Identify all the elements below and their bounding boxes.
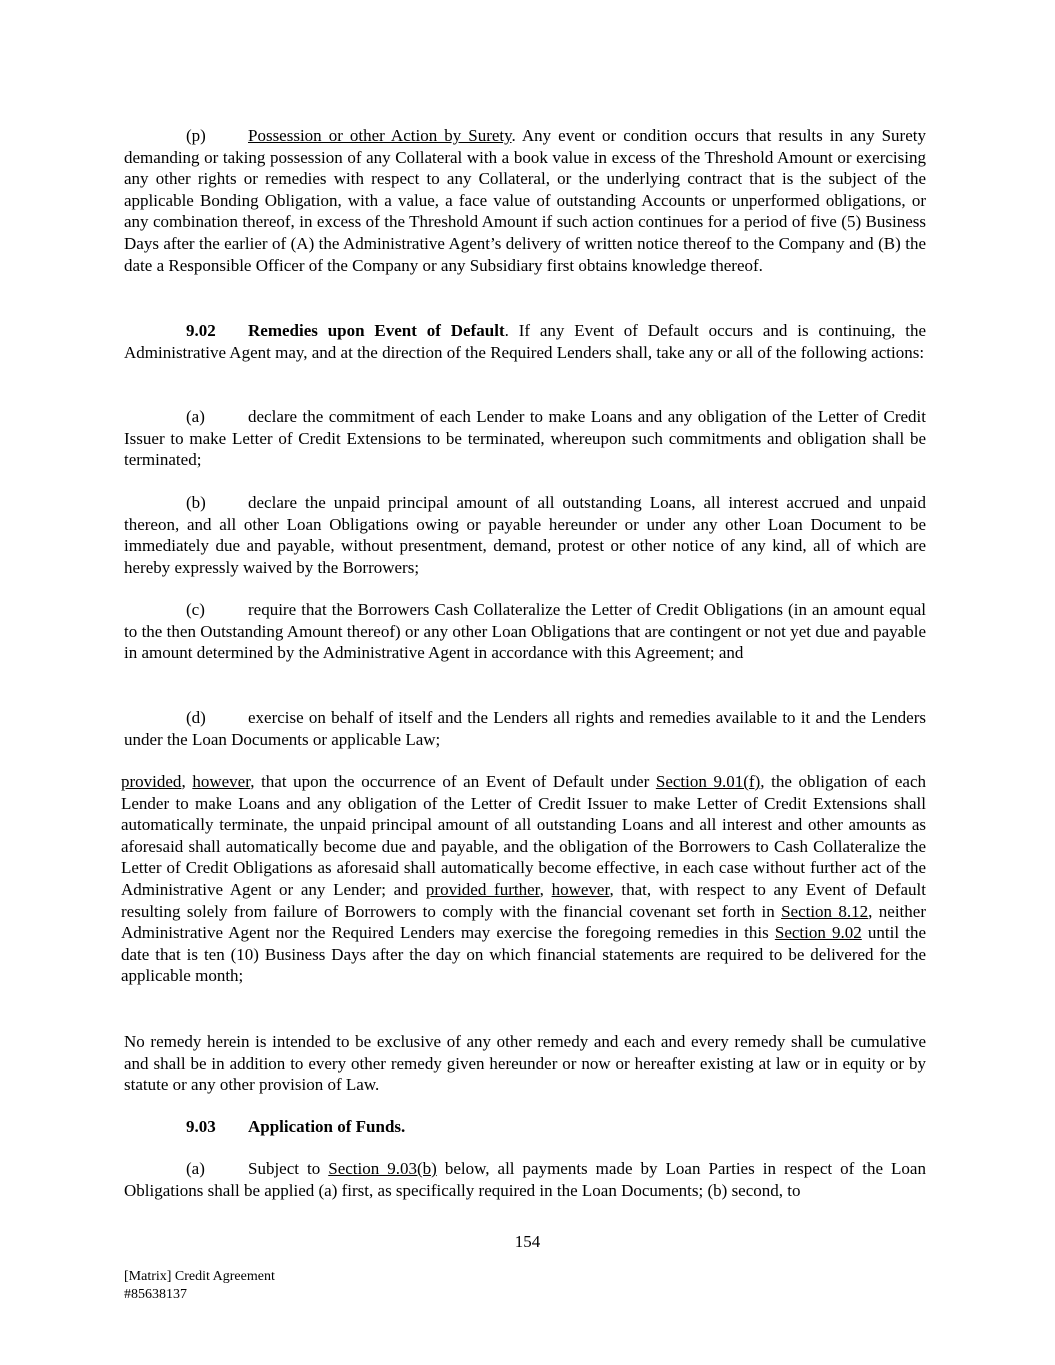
proviso-text: , that upon the occurrence of an Event of Default under [250,772,656,791]
section-9-03-heading [124,1116,926,1138]
section-ref-9-01-f[interactable]: Section 9.01(f) [655,772,761,791]
clause-heading: Possession or other Action by Surety [248,126,512,145]
page-number: 154 [514,1232,541,1251]
item-text: Subject to [248,1159,329,1178]
section-heading: Application of Funds. [248,1117,406,1136]
item-label: (c) [186,600,205,619]
provided-further-term: provided further [425,879,540,899]
proviso-text: until the date that is ten (10) Business Days after the day on which financial statements are required to be delivered for the applicable month; [121,923,926,986]
section-intro-text: . If any Event of Default occurs and is continuing, the Administrative Agent may, and at the direction of the Required Lenders shall, take any or all of the following actions: [124,321,926,362]
section-ref-9-02[interactable]: Section 9.02 [774,923,862,943]
item-text: exercise on behalf of itself and the Lenders all rights and remedies available to it and the Lenders under the Loan Documents or applicable Law; [124,708,926,749]
section-ref-8-12[interactable]: Section 8.12 [781,901,869,921]
section-heading: Remedies upon Event of Default [248,321,505,340]
proviso-text: , neither Administrative Agent nor the Required Lenders may exercise the foregoing remedies in this [121,901,926,943]
section-9-03-item-a [124,1158,926,1201]
paragraph-p-surety [124,125,926,276]
however-term: however [551,879,610,899]
remedy-item-a [124,406,926,471]
item-text: below, all payments made by Loan Parties in respect of the Loan Obligations shall be applied (a) first, as specifically required in the Loan Documents; (b) second, to [124,1159,926,1200]
remedy-item-d [124,707,926,750]
footer-doc-id: #85638137 [124,1287,187,1302]
punctuation: , [539,879,552,899]
footer-title: [Matrix] Credit Agreement [124,1269,275,1284]
item-label: (a) [186,407,205,426]
section-ref-9-03-b[interactable]: Section 9.03(b) [328,1159,437,1178]
proviso-text: , the obligation of each Lender to make Loans and any obligation of the Letter of Credit Issuer to make Letter of Credit Extensions shall automatically terminate, the unpaid principal amount of all outstanding Loans and all interest and other amounts as aforesaid shall automatically become due and payable, and the obligation of the Borrowers to Cash Collateralize the Letter of Credit Obligations as aforesaid shall automatically become effective, in each case without further act of the Administrative Agent or any Lender; and [121,772,927,899]
proviso-text: , that, with respect to any Event of Default resulting solely from failure of Borrowers to comply with the financial covenant set forth in [121,879,926,921]
clause-label: (p) [186,126,206,145]
provided-term: provided [121,772,182,791]
item-label: (a) [186,1159,205,1178]
item-text: declare the unpaid principal amount of all outstanding Loans, all interest accrued and unpaid thereon, and all other Loan Obligations owing or payable hereunder or under any other Loan Document to be immediately due and payable, without presentment, demand, protest or other notice of any kind, all of which are hereby expressly waived by the Borrowers; [124,493,926,577]
proviso-paragraph [121,771,926,987]
no-remedy-paragraph: No remedy herein is intended to be exclusive of any other remedy and each and every remedy shall be cumulative and shall be in addition to every other remedy given hereunder or now or hereafter existing at law or in equity or by statute or any other provision of Law. [124,1032,926,1095]
clause-text: . Any event or condition occurs that results in any Surety demanding or taking possession of any Collateral with a book value in excess of the Threshold Amount or exercising any other rights or remedies with respect to any Collateral, or the underlying contract that is the subject of the applicable Bonding Obligation, with a value, a face value of outstanding Accounts or unperformed obligations, or any combination thereof, in excess of the Threshold Amount if such action continues for a period of five (5) Business Days after the earlier of (A) the Administrative Agent’s delivery of written notice thereof to the Company and (B) the date a Responsible Officer of the Company or any Subsidiary first obtains knowledge thereof. [124,126,926,275]
item-text: declare the commitment of each Lender to make Loans and any obligation of the Letter of Credit Issuer to make Letter of Credit Extensions to be terminated, whereupon such commitments and obligation shall be terminated; [124,407,926,470]
page-footer [124,1268,275,1304]
punctuation: , [181,772,193,791]
section-number: 9.03 [186,1117,216,1136]
remedy-item-c [124,599,926,664]
item-label: (b) [186,493,206,512]
however-term: however [192,772,251,791]
item-text: require that the Borrowers Cash Collateralize the Letter of Credit Obligations (in an amount equal to the then Outstanding Amount thereof) or any other Loan Obligations that are contingent or not yet due and payable in amount determined by the Administrative Agent in accordance with this Agreement; and [124,600,926,663]
section-number: 9.02 [186,321,216,340]
section-9-02-intro [124,320,926,363]
remedy-item-b [124,492,926,578]
item-label: (d) [186,708,206,727]
